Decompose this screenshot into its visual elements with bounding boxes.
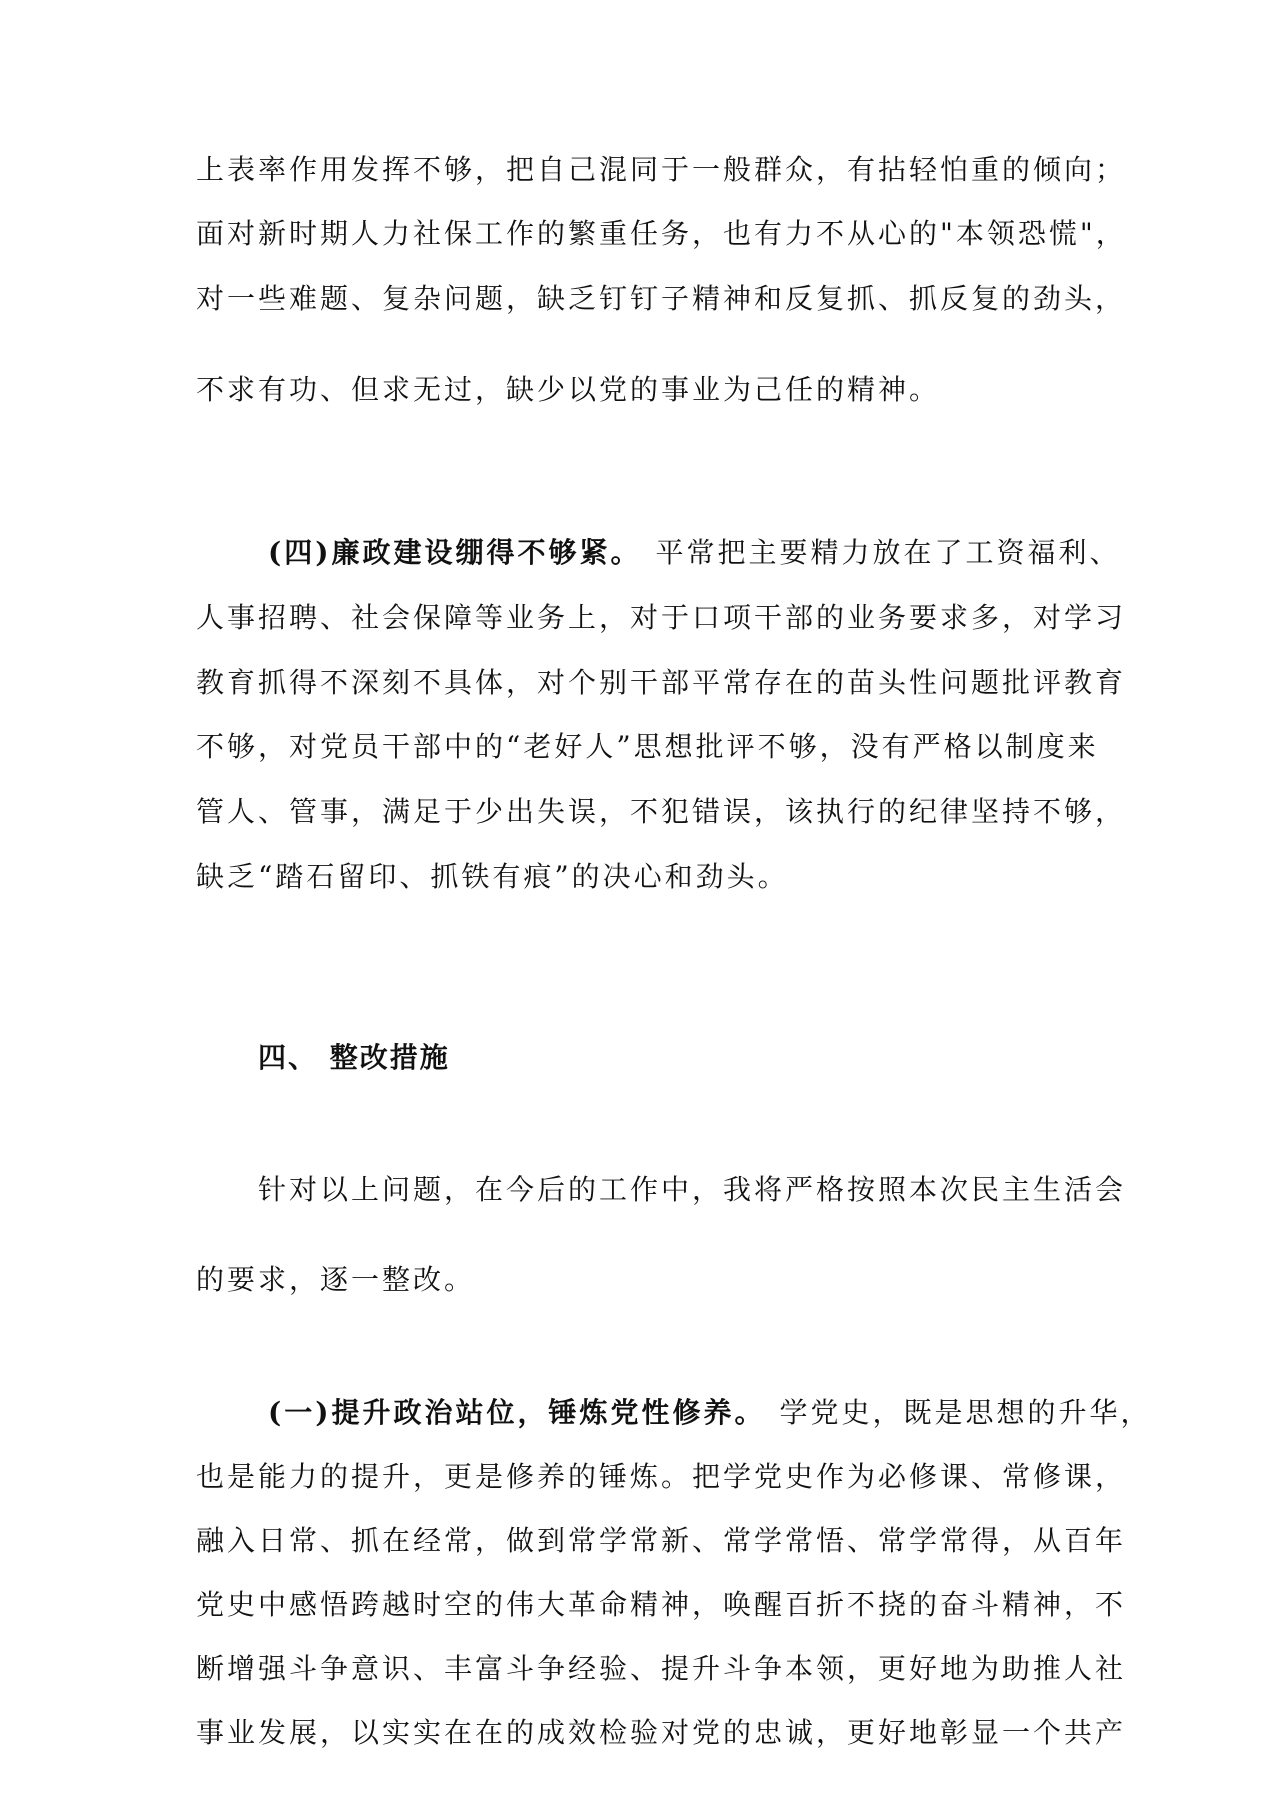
paragraph-line: 也是能力的提升，更是修养的锤炼。把学党史作为必修课、常修课， bbox=[196, 1460, 1127, 1493]
paragraph-line: 不求有功、但求无过，缺少以党的事业为己任的精神。 bbox=[196, 373, 941, 406]
paragraph-line: 的要求，逐一整改。 bbox=[196, 1263, 476, 1296]
measure1-first-line-text: 学党史，既是思想的升华， bbox=[779, 1396, 1152, 1429]
measure1-title: (一)提升政治站位，锤炼党性修养。 bbox=[268, 1396, 766, 1429]
paragraph-line: 人事招聘、社会保障等业务上，对于口项干部的业务要求多，对学习 bbox=[196, 601, 1127, 634]
paragraph-line: 缺乏“踏石留印、抓铁有痕”的决心和劲头。 bbox=[196, 860, 789, 893]
paragraph-line: 面对新时期人力社保工作的繁重任务，也有力不从心的"本领恐慌"， bbox=[196, 217, 1127, 250]
paragraph-line: 对一些难题、复杂问题，缺乏钉钉子精神和反复抓、抓反复的劲头， bbox=[196, 282, 1127, 315]
paragraph-line: 上表率作用发挥不够，把自己混同于一般群众，有拈轻怕重的倾向； bbox=[196, 153, 1127, 186]
paragraph-line: 教育抓得不深刻不具体，对个别干部平常存在的苗头性问题批评教育 bbox=[196, 666, 1127, 699]
item4-first-line bbox=[268, 535, 1121, 571]
measure1-first-line bbox=[268, 1395, 1152, 1431]
paragraph-line: 融入日常、抓在经常，做到常学常新、常学常悟、常学常得，从百年 bbox=[196, 1524, 1127, 1557]
paragraph-line: 断增强斗争意识、丰富斗争经验、提升斗争本领，更好地为助推人社 bbox=[196, 1652, 1127, 1685]
item4-first-line-text: 平常把主要精力放在了工资福利、 bbox=[655, 536, 1121, 569]
paragraph-line: 事业发展，以实实在在的成效检验对党的忠诚，更好地彰显一个共产 bbox=[196, 1716, 1127, 1749]
paragraph-line: 针对以上问题，在今后的工作中，我将严格按照本次民主生活会 bbox=[258, 1173, 1127, 1206]
paragraph-line: 党史中感悟跨越时空的伟大革命精神，唤醒百折不挠的奋斗精神，不 bbox=[196, 1588, 1127, 1621]
section-heading: 四、 整改措施 bbox=[258, 1041, 450, 1074]
paragraph-line: 不够，对党员干部中的“老好人”思想批评不够，没有严格以制度来 bbox=[196, 730, 1099, 763]
item4-title: (四)廉政建设绷得不够紧。 bbox=[268, 536, 642, 569]
paragraph-line: 管人、管事，满足于少出失误，不犯错误，该执行的纪律坚持不够， bbox=[196, 795, 1127, 828]
